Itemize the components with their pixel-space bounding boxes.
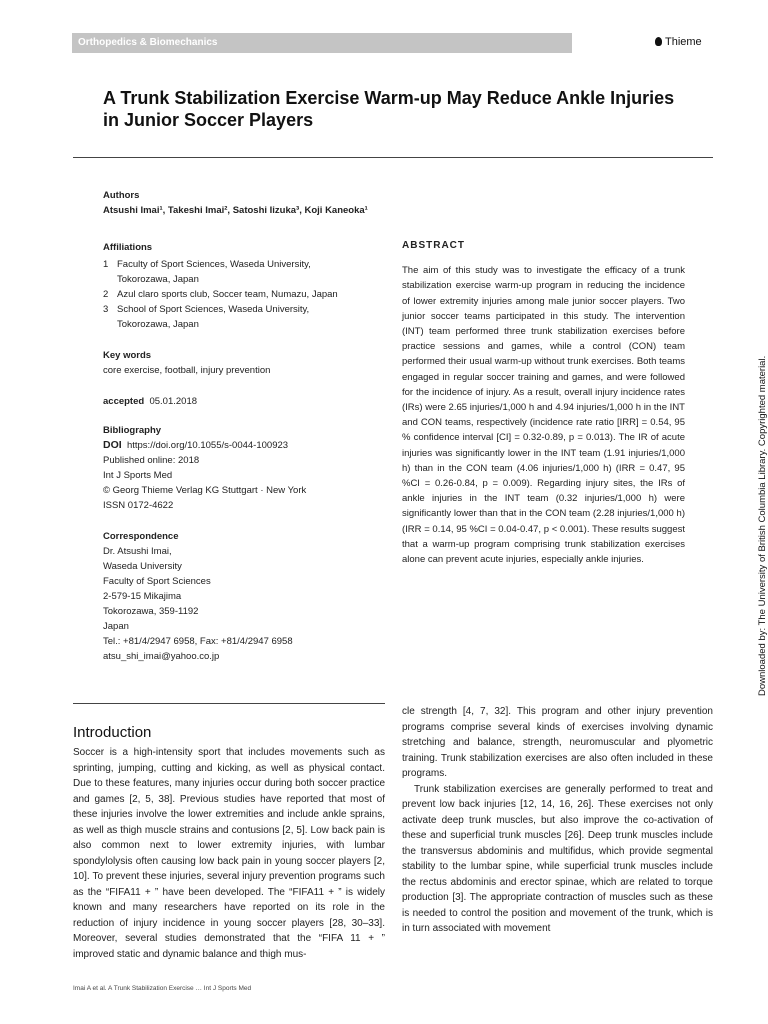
accepted-label: accepted (103, 396, 145, 407)
affiliation-number: 1 (103, 259, 109, 270)
intro-column-left (73, 745, 385, 962)
intro-divider-left (73, 703, 385, 704)
intro-paragraph: Trunk stabilization exercises are generally performed to treat and prevent low back injuries [12, 14, 16, 26]. These exercises not only activate deep trunk muscles, but also improve the co-activation of these and superficial trunk muscles [26]. Deep trunk muscles include the transversus abdominis and multifidus, which provide segmental stability to the lumbar spine, while superficial trunk muscles include the rectus abdominis and erector spinae, which are related to torque production [3]. The appropriate contraction of muscles such as these is needed to control the position and movement of the trunk, which is in turn associated with movement (402, 783, 713, 934)
abstract-block (402, 238, 685, 567)
affiliation-item (103, 287, 383, 302)
thieme-logo-icon (655, 37, 662, 46)
title-line-1: A Trunk Stabilization Exercise Warm-up May Reduce Ankle Injuries (103, 88, 675, 108)
correspondence-line: Japan (103, 621, 129, 632)
accepted-date: 05.01.2018 (149, 396, 198, 407)
intro-paragraph: Soccer is a high-intensity sport that includes movements such as sprinting, jumping, cutting and kicking, as well as physical contact. Due to these features, many injuries occur during both soccer practice and games [2, 5, 38]. Previous studies have reported that most of these injuries involve the lower extremities and include ankle sprains, as well as thigh muscle strains and contusions [2, 5]. Low back pain is also common next to lower extremity injuries, with lumbar spondylolysis often causing low back pain in young soccer players [2, 10]. To prevent these injuries, several injury prevention programs such as the “FIFA11 + ” have been developed. The “FIFA11 + ” is widely known and many researchers have reported on its role in the reduction of injury incidence in young soccer players [28, 30–33]. Moreover, several studies demonstrated that the “FIFA 11 + ” improved static and dynamic balance and thigh mus- (73, 747, 385, 960)
intro-paragraph: cle strength [4, 7, 32]. This program and other injury prevention programs comprise several kinds of exercises involving dynamic stretching and balance, strength, neuromuscular and plyometric training. Trunk stabilization exercises are also often included in these programs. (402, 706, 713, 779)
affiliation-item (103, 257, 383, 287)
affiliation-line: Tokorozawa, Japan (117, 319, 199, 330)
publisher-name: Thieme (665, 36, 702, 48)
title-line-2: in Junior Soccer Players (103, 110, 314, 130)
affiliation-text (117, 302, 309, 332)
affiliation-text (117, 257, 311, 287)
page-footer: Imai A et al. A Trunk Stabilization Exercise … Int J Sports Med (73, 985, 252, 992)
affiliation-line: School of Sport Sciences, Waseda University, (117, 304, 310, 315)
authors-heading: Authors (103, 190, 140, 201)
keywords-text: core exercise, football, injury prevention (103, 365, 271, 376)
doi-link[interactable]: https://doi.org/10.1055/s-0044-100923 (126, 440, 289, 451)
correspondence-line: Waseda University (103, 561, 182, 572)
published-online: Published online: 2018 (103, 455, 200, 466)
title-divider (73, 157, 713, 158)
bibliography-block (103, 423, 383, 513)
article-info-sidebar (103, 188, 383, 676)
affiliation-number: 2 (103, 289, 109, 300)
journal-name: Int J Sports Med (103, 470, 173, 481)
article-title (103, 87, 703, 131)
download-notice: Downloaded by: The University of British Columbia Library. Copyrighted material. (757, 355, 768, 696)
affiliation-line: Tokorozawa, Japan (117, 274, 199, 285)
bibliography-heading: Bibliography (103, 425, 162, 436)
correspondence-email[interactable]: atsu_shi_imai@yahoo.co.jp (103, 651, 220, 662)
authors-names: Atsushi Imai¹, Takeshi Imai², Satoshi Iizuka³, Koji Kaneoka¹ (103, 205, 368, 216)
abstract-heading: ABSTRACT (402, 240, 465, 251)
correspondence-line: Tel.: +81/4/2947 6958, Fax: +81/4/2947 6958 (103, 636, 293, 647)
correspondence-heading: Correspondence (103, 531, 179, 542)
introduction-heading: Introduction (73, 724, 152, 741)
correspondence-line: Tokorozawa, 359-1192 (103, 606, 199, 617)
publisher-logo (655, 36, 702, 48)
accepted-block (103, 394, 383, 409)
correspondence-line: Dr. Atsushi Imai, (103, 546, 172, 557)
affiliation-line: Azul claro sports club, Soccer team, Numazu, Japan (117, 289, 338, 300)
correspondence-line: 2-579-15 Mikajima (103, 591, 182, 602)
affiliations-heading: Affiliations (103, 242, 153, 253)
section-tag: Orthopedics & Biomechanics (72, 33, 572, 53)
affiliation-item (103, 302, 383, 332)
correspondence-block (103, 529, 383, 664)
copyright-line: © Georg Thieme Verlag KG Stuttgart · New York (103, 485, 307, 496)
intro-column-right (402, 704, 713, 937)
correspondence-line: Faculty of Sport Sciences (103, 576, 211, 587)
abstract-text: The aim of this study was to investigate the efficacy of a trunk stabilization exercise warm-up program in reducing the incidence of lower extremity injuries among male junior soccer players. Two junior soccer teams participated in this study. The intervention (INT) team performed three trunk stabilization exercises before practice sessions and games, while a control (CON) team performed their usual warm-up without trunk exercises. Both teams engaged in regular soccer training and games, and were followed for the incidence of injury. As a result, overall injury incidence rates (IRs) were 2.65 injuries/1,000 h and 4.94 injuries/1,000 h in the INT and CON teams, respectively (incidence rate ratio [IRR] = 0.54, 95 % confidence interval [CI] = 0.32-0.89, p = 0.013). The IR of acute injuries was significantly lower in the INT team (1.91 injuries/1,000 h) than in the CON team (4.06 injuries/1,000 h) (IRR = 0.47, 95 %CI = 0.26-0.84, p = 0.009). Regarding injury sites, the IRs of ankle injuries in the INT team (0.32 injuries/1,000 h) were significantly lower than that in the CON team (2.28 injuries/1,000 h) (IRR = 0.14, 95 %CI = 0.04-0.47, p < 0.001). These results suggest that a warm-up program comprising trunk stabilization exercises alone can prevent acute injuries, especially ankle injuries. (402, 265, 685, 566)
affiliations-block (103, 240, 383, 332)
affiliation-line: Faculty of Sport Sciences, Waseda University, (117, 259, 311, 270)
keywords-block (103, 348, 383, 378)
keywords-heading: Key words (103, 350, 152, 361)
doi-label: DOI (103, 439, 122, 451)
issn: ISSN 0172-4622 (103, 500, 174, 511)
authors-block (103, 188, 383, 218)
affiliation-number: 3 (103, 304, 109, 315)
